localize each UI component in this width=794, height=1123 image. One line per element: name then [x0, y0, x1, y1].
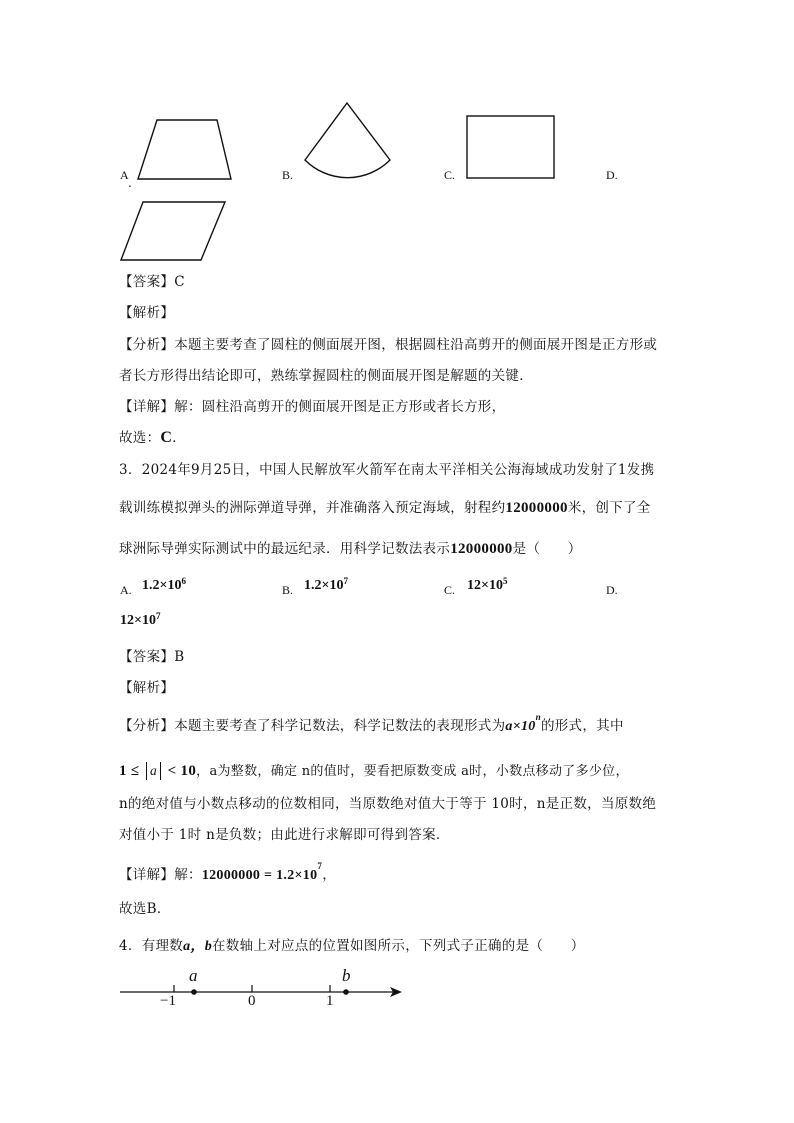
q3-analysis-line3: n的绝对值与小数点移动的位数相同，当原数绝对值大于等于 10时，n是正数，当原数绝: [119, 796, 657, 812]
q2-analysis-head: 【解析】: [119, 305, 175, 321]
parallelogram-figure: [119, 199, 229, 263]
q2-detail: 【详解】解：圆柱沿高剪开的侧面展开图是正方形或者长方形，: [119, 399, 506, 415]
option-c-label: C.: [444, 168, 456, 182]
stem-text: 载训练模拟弹头的洲际弹道导弹，并准确落入预定海域，射程约: [119, 500, 506, 516]
tick-label-neg1: −1: [160, 993, 176, 1009]
tick-label-1: 1: [326, 993, 334, 1009]
inequality-left: 1 ≤: [119, 763, 140, 779]
q3-analysis-line4: 对值小于 1时 n是负数；由此进行求解即可得到答案．: [119, 827, 450, 843]
q3-option-a: A.: [120, 583, 132, 597]
detail-formula: $12000000 = 1.2\times 10^7$: [201, 861, 323, 883]
option-a-label: A: [120, 168, 129, 182]
stem-text: 球洲际导弹实际测试中的最远纪录．用科学记数法表示: [119, 541, 451, 557]
q3-option-a-value: $1.2\times 10^6$: [142, 576, 187, 593]
q3-option-c: C.: [444, 583, 456, 597]
q3-analysis-head: 【解析】: [119, 680, 175, 696]
trapezoid-figure: [135, 117, 235, 181]
q2-analysis-line2: 者长方形得出结论即可，熟练掌握圆柱的侧面展开图是解题的关键．: [119, 368, 533, 384]
formula: $a\times 10^n$: [505, 712, 541, 734]
q2-answer: 【答案】C: [119, 274, 185, 290]
sector-figure: [300, 100, 395, 182]
option-b-label: B.: [282, 168, 294, 182]
q2-analysis-line1: 【分析】本题主要考查了圆柱的侧面展开图，根据圆柱沿高剪开的侧面展开图是正方形或: [119, 337, 658, 353]
tick-label-0: 0: [248, 993, 256, 1009]
choice-value: C: [160, 429, 173, 446]
q4-stem: 4．有理数a，b在数轴上对应点的位置如图所示，下列式子正确的是（ ）: [119, 938, 585, 954]
choice-prefix: 故选：: [119, 430, 161, 446]
q3-stem-line3: [119, 537, 582, 558]
inequality-right: < 10: [167, 763, 197, 779]
option-d-label: D.: [606, 168, 618, 182]
stem-text: 米，创下了全: [567, 500, 651, 516]
q3-option-d-value: $12\times 10^7$: [120, 611, 161, 628]
rectangle-figure: [466, 115, 558, 181]
choice-suffix: ．: [172, 430, 187, 446]
number-value: 12000000: [450, 541, 513, 557]
q3-analysis-line1: 【分析】本题主要考查了科学记数法，科学记数法的表现形式为$a\times 10^n$的形式，其中: [119, 712, 624, 734]
stem-text: 是（ ）: [512, 541, 582, 557]
variables: a，b: [183, 939, 212, 954]
q3-stem-line1: 3．2024年9月25日，中国人民解放军火箭军在南太平洋相关公海海域成功发射了1发携: [119, 462, 655, 478]
abs-value: a: [146, 762, 161, 780]
q3-detail: 【详解】解：$12000000 = 1.2\times 10^7$，: [119, 861, 337, 883]
number-value: 12000000: [505, 500, 568, 516]
dot-mark: .: [128, 176, 132, 190]
q3-option-b: B.: [282, 583, 294, 597]
q3-analysis-line2: 1 ≤ a < 10，a为整数，确定 n的值时，要看把原数变成 a时，小数点移动了多少位，: [119, 763, 629, 779]
point-b-label: b: [342, 966, 351, 985]
q3-option-b-value: $1.2\times 10^7$: [304, 576, 349, 593]
q3-answer: 【答案】B: [119, 649, 185, 665]
point-a-label: a: [189, 966, 198, 985]
q3-stem-line2: [119, 496, 651, 517]
q3-choice: 故选B．: [119, 901, 171, 917]
q2-choice: [119, 426, 186, 447]
q3-option-c-value: $12\times 10^5$: [467, 576, 508, 593]
q3-option-d: D.: [606, 583, 618, 597]
